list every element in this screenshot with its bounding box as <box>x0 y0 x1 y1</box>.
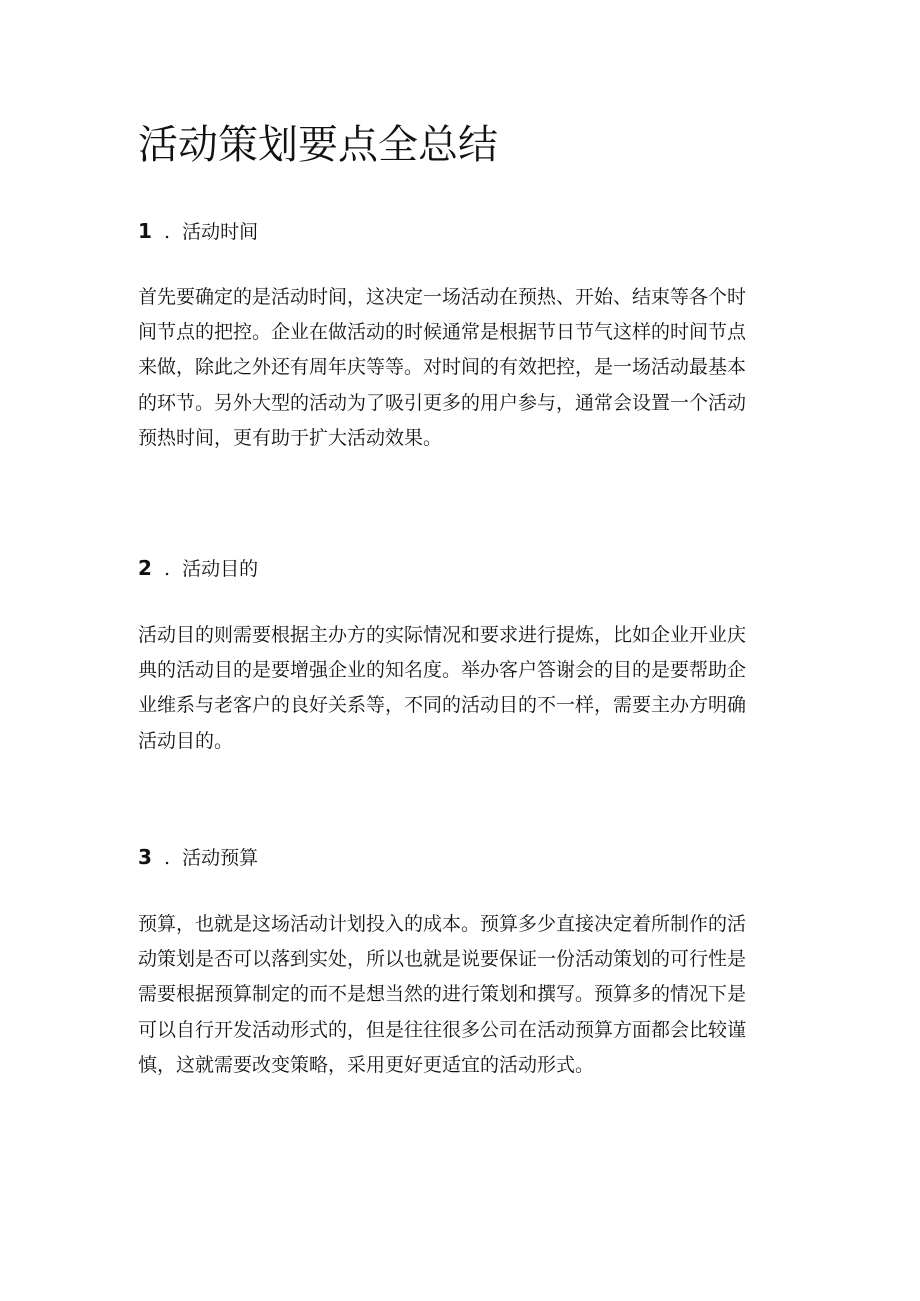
paragraph-line: 业维系与老客户的良好关系等，不同的活动目的不一样，需要主办方明确 <box>138 694 747 717</box>
paragraph-line: 可以自行开发活动形式的，但是往往很多公司在活动预算方面都会比较谨 <box>138 1018 747 1041</box>
section-heading-2 <box>138 555 258 582</box>
section-separator: . <box>164 221 171 243</box>
section-separator: . <box>164 847 171 869</box>
paragraph-line: 来做，除此之外还有周年庆等等。对时间的有效把控，是一场活动最基本 <box>138 356 747 379</box>
section-number: 2 <box>138 556 152 580</box>
page-title: 活动策划要点全总结 <box>138 122 498 168</box>
paragraph-line: 动策划是否可以落到实处，所以也就是说要保证一份活动策划的可行性是 <box>138 948 747 971</box>
paragraph-line: 预算，也就是这场活动计划投入的成本。预算多少直接决定着所制作的活 <box>138 913 747 935</box>
section-separator: . <box>164 558 171 580</box>
paragraph-line: 预热时间，更有助于扩大活动效果。 <box>138 426 443 449</box>
section-heading-3 <box>138 844 258 871</box>
paragraph-line: 慎，这就需要改变策略，采用更好更适宜的活动形式。 <box>138 1053 595 1076</box>
section-paragraph-1 <box>138 280 786 456</box>
section-heading-text: 活动预算 <box>182 847 259 869</box>
paragraph-line: 典的活动目的是要增强企业的知名度。举办客户答谢会的目的是要帮助企 <box>138 659 747 682</box>
paragraph-line: 需要根据预算制定的而不是想当然的进行策划和撰写。预算多的情况下是 <box>138 983 747 1006</box>
section-heading-text: 活动时间 <box>182 221 259 243</box>
paragraph-line: 活动目的。 <box>138 729 234 752</box>
section-number: 1 <box>138 219 152 243</box>
section-number: 3 <box>138 845 152 869</box>
section-heading-1 <box>138 218 258 245</box>
section-heading-text: 活动目的 <box>182 558 259 580</box>
paragraph-line: 活动目的则需要根据主办方的实际情况和要求进行提炼，比如企业开业庆 <box>138 624 747 646</box>
paragraph-line: 的环节。另外大型的活动为了吸引更多的用户参与，通常会设置一个活动 <box>138 391 747 414</box>
section-paragraph-2 <box>138 618 786 759</box>
paragraph-line: 间节点的把控。企业在做活动的时候通常是根据节日节气这样的时间节点 <box>138 321 747 344</box>
section-paragraph-3 <box>138 907 786 1083</box>
paragraph-line: 首先要确定的是活动时间，这决定一场活动在预热、开始、结束等各个时 <box>138 286 747 308</box>
